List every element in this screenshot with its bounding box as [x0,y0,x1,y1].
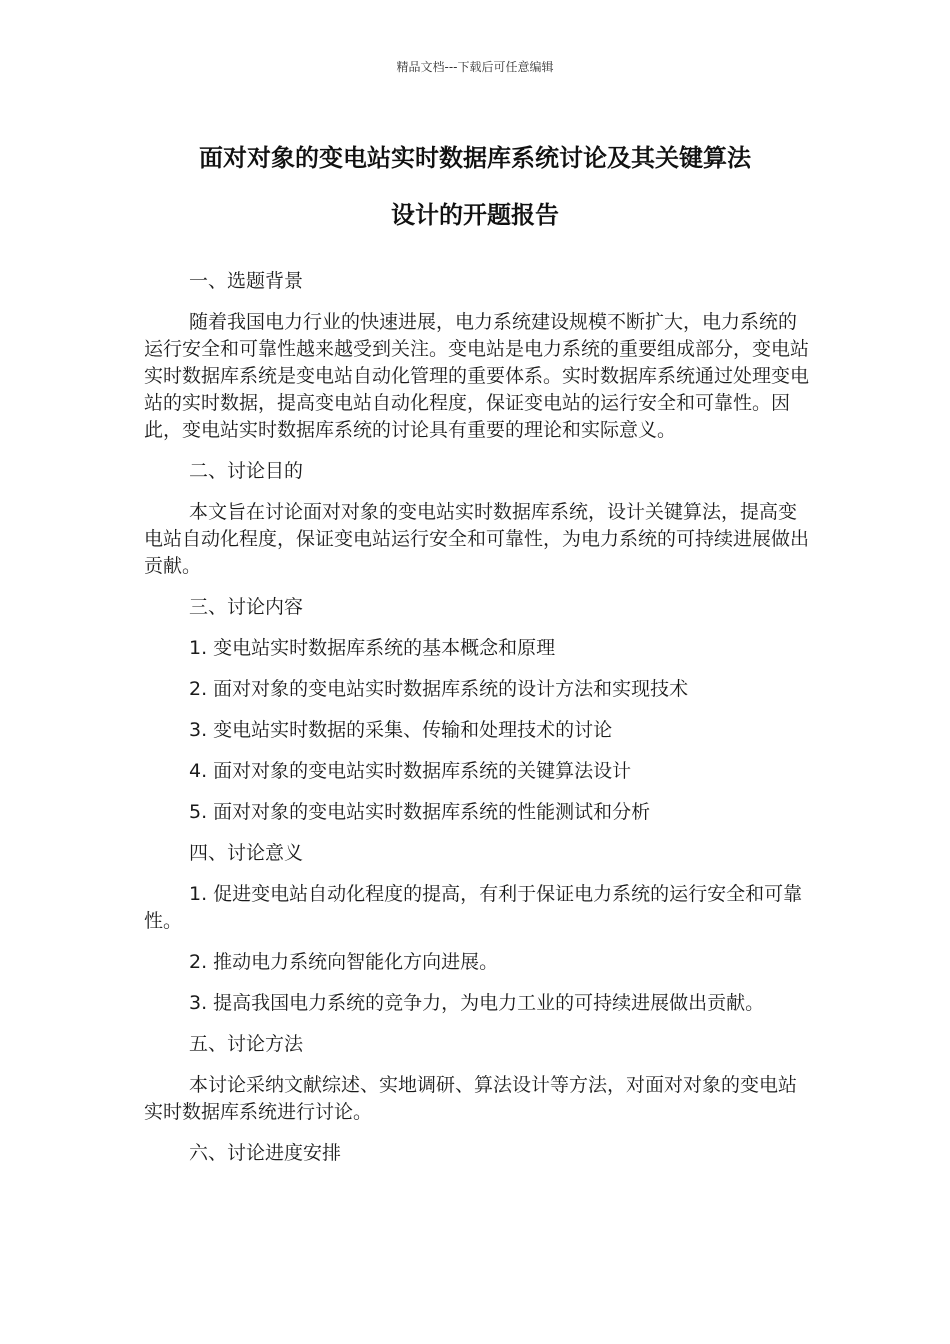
list-item-content-2: 2. 面对对象的变电站实时数据库系统的设计方法和实现技术 [189,678,689,700]
list-item-content-1: 1. 变电站实时数据库系统的基本概念和原理 [189,637,556,659]
list-item-significance-2: 2. 推动电力系统向智能化方向进展。 [189,951,499,973]
page-header-note: 精品文档---下载后可任意编辑 [396,60,554,74]
paragraph-method: 本讨论采纳文献综述、实地调研、算法设计等方法，对面对对象的变电站实时数据库系统进行讨论。 [144,1074,798,1123]
list-item-significance-3: 3. 提高我国电力系统的竞争力，为电力工业的可持续进展做出贡献。 [189,992,765,1014]
list-item-content-3: 3. 变电站实时数据的采集、传输和处理技术的讨论 [189,719,613,741]
section-heading-purpose: 二、讨论目的 [189,460,304,482]
list-item-content-4: 4. 面对对象的变电站实时数据库系统的关键算法设计 [189,760,632,782]
section-heading-method: 五、讨论方法 [189,1033,304,1055]
section-heading-content: 三、讨论内容 [189,596,304,618]
list-item-content-5: 5. 面对对象的变电站实时数据库系统的性能测试和分析 [189,801,651,823]
section-heading-schedule: 六、讨论进度安排 [189,1142,342,1164]
paragraph-purpose: 本文旨在讨论面对对象的变电站实时数据库系统，设计关键算法，提高变电站自动化程度，保证变电站运行安全和可靠性，为电力系统的可持续进展做出贡献。 [144,501,810,577]
paragraph-background: 随着我国电力行业的快速进展，电力系统建设规模不断扩大，电力系统的运行安全和可靠性越来越受到关注。变电站是电力系统的重要组成部分，变电站实时数据库系统是变电站自动化管理的重要体系。实时数据库系统通过处理变电站的实时数据，提高变电站自动化程度，保证变电站的运行安全和可靠性。因此，变电站实时数据库系统的讨论具有重要的理论和实际意义。 [144,311,810,441]
list-item-significance-1: 1. 促进变电站自动化程度的提高，有利于保证电力系统的运行安全和可靠性。 [144,883,803,932]
document-title [140,130,810,244]
section-heading-background: 一、选题背景 [189,270,304,292]
title-line-1: 面对对象的变电站实时数据库系统讨论及其关键算法 [199,144,751,172]
title-line-2: 设计的开题报告 [391,201,559,229]
document-body [144,268,809,1181]
section-heading-significance: 四、讨论意义 [189,842,304,864]
